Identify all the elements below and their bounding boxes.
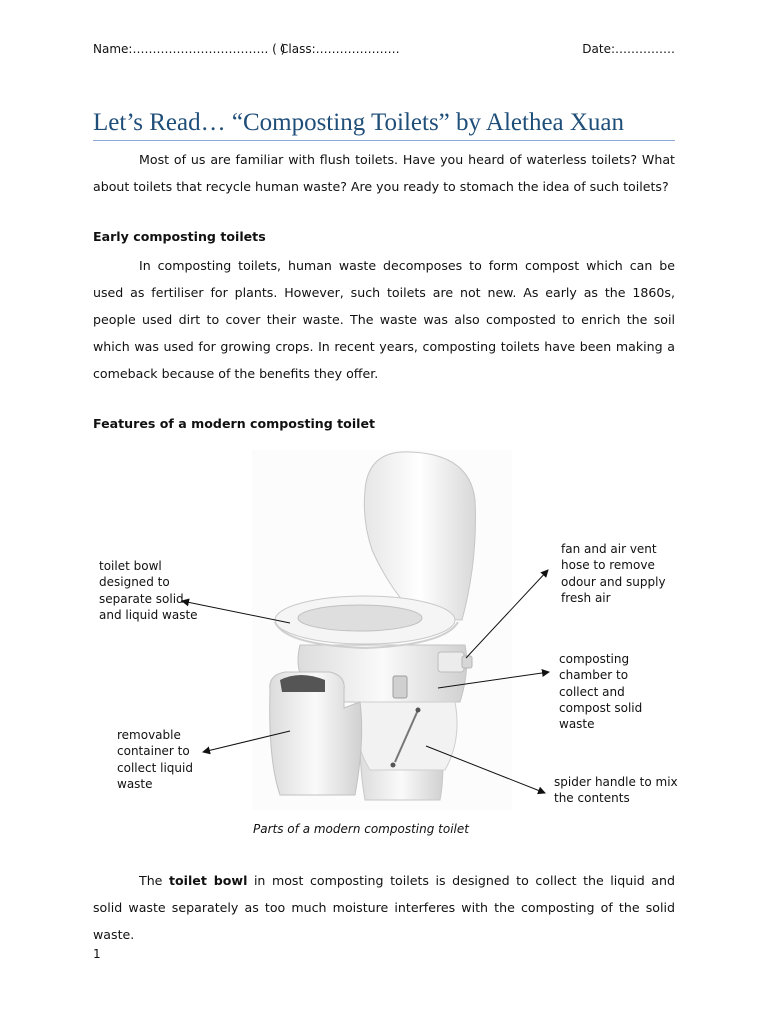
label-spider-handle: spider handle to mix the contents <box>554 775 678 806</box>
vent-hose <box>438 652 464 672</box>
toilet-bowl-term: toilet bowl <box>168 873 248 888</box>
chamber-latch <box>393 676 407 698</box>
early-toilets-paragraph <box>93 252 675 387</box>
toilet-bowl-opening <box>298 605 422 631</box>
label-toilet-bowl: toilet bowl designed to separate solid and liquid waste <box>99 559 198 622</box>
worksheet-header <box>93 42 675 60</box>
spider-handle-pivot <box>416 708 421 713</box>
figure-caption: Parts of a modern composting toilet <box>253 822 469 836</box>
early-toilets-paragraph-text: In composting toilets, human waste decomposes to form compost which can be used as fertiliser for plants. However, such toilets are not new. As early as the 1860s, people used dirt to cover their waste. The waste was also composted to enrich the soil which was used for growing crops. In recent years, composting toilets have been making a comeback because of the benefits they offer. <box>93 258 675 381</box>
label-fan-vent: fan and air vent hose to remove odour and supply fresh air <box>561 542 666 605</box>
intro-paragraph-text: Most of us are familiar with flush toilets. Have you heard of waterless toilets? What about toilets that recycle human waste? Are you ready to stomach the idea of such toilets? <box>93 152 675 194</box>
toilet-illustration <box>0 440 768 820</box>
section-heading-early: Early composting toilets <box>93 229 266 244</box>
name-field: Name:……………………………. ( ) <box>93 42 286 56</box>
page-number: 1 <box>93 947 101 961</box>
label-removable-container: removable container to collect liquid waste <box>117 728 193 791</box>
intro-paragraph <box>93 146 675 200</box>
toilet-diagram <box>0 440 768 820</box>
label-composting-chamber: composting chamber to collect and compost solid waste <box>559 652 643 732</box>
toilet-bowl-paragraph-rest: in most composting toilets is designed to collect the liquid and solid waste separately as too much moisture interferes with the composting of the solid waste. <box>93 873 675 942</box>
class-field: Class:………………… <box>280 42 400 56</box>
spider-handle-grip <box>391 763 396 768</box>
toilet-bowl-paragraph <box>93 867 675 948</box>
date-field: Date:…………… <box>582 42 675 56</box>
toilet-bowl-paragraph-lead: The <box>139 873 163 888</box>
section-heading-features: Features of a modern composting toilet <box>93 416 376 431</box>
page-title: Let’s Read… “Composting Toilets” by Alethea Xuan <box>93 108 675 141</box>
vent-hose-tip <box>462 656 472 668</box>
